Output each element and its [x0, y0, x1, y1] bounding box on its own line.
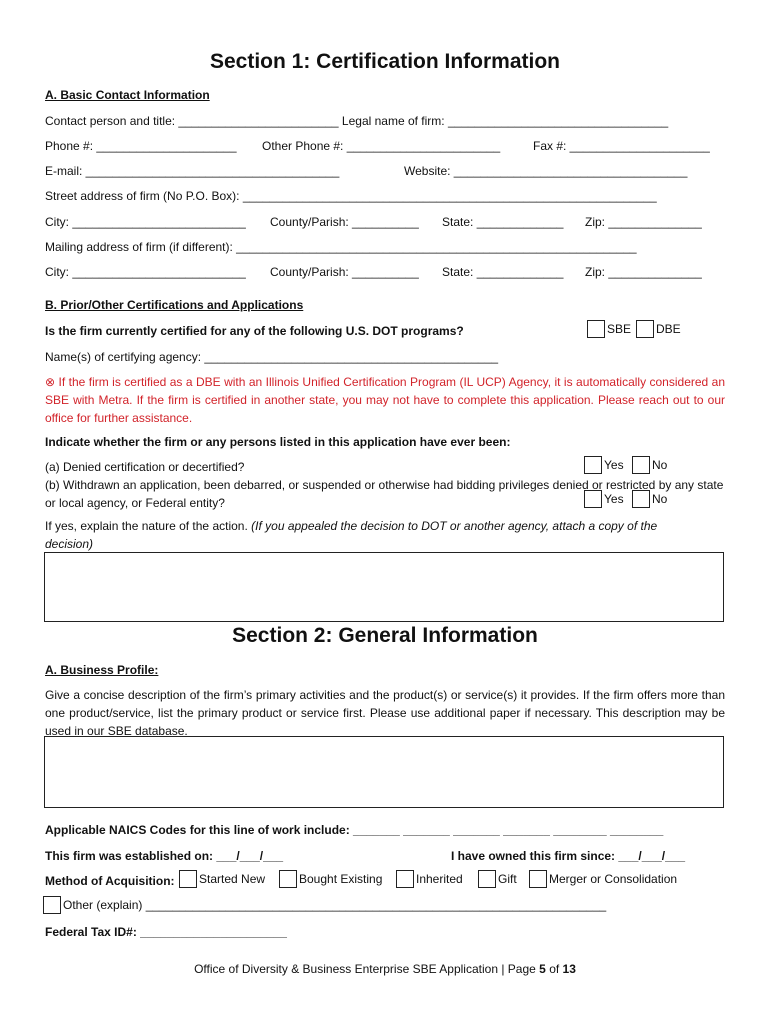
question-a-no — [632, 456, 667, 474]
owned-since-field[interactable]: I have owned this firm since: ___/___/___ — [451, 849, 686, 863]
dot-programs-question: Is the firm currently certified for any of the following U.S. DOT programs? — [45, 324, 464, 338]
footer-text: Office of Diversity & Business Enterprise SBE Application | Page — [194, 962, 536, 976]
phone-field[interactable]: Phone #: _____________________ — [45, 139, 237, 153]
email-field[interactable]: E-mail: ______________________________________ — [45, 164, 340, 178]
merger-checkbox[interactable] — [529, 870, 547, 888]
page-footer — [0, 962, 770, 977]
page-total: 13 — [562, 962, 576, 976]
sbe-checkbox[interactable] — [587, 320, 605, 338]
mailing-city-field[interactable]: City: __________________________ — [45, 265, 246, 279]
naics-codes-field[interactable]: Applicable NAICS Codes for this line of work include: _______ _______ _______ _______ ________ ________ — [45, 823, 664, 837]
dbe-option — [636, 320, 681, 338]
no-label: No — [652, 457, 668, 472]
acquisition-label: Method of Acquisition: — [45, 874, 175, 888]
website-field[interactable]: Website: ___________________________________ — [404, 164, 688, 178]
started-new-checkbox[interactable] — [179, 870, 197, 888]
prior-certifications-heading: B. Prior/Other Certifications and Applications — [45, 298, 304, 312]
street-address-field[interactable]: Street address of firm (No P.O. Box): ______________________________________________________________ — [45, 189, 657, 203]
notice-text: If the firm is certified as a DBE with an Illinois Unified Certification Program (IL UCP) Agency, it is automatically considered an SBE with Metra. If the firm is certified in another state, you may not have to complete this application. Please reach out to our office for further assistance. — [45, 375, 726, 425]
other-phone-field[interactable]: Other Phone #: _______________________ — [262, 139, 501, 153]
zip-field[interactable]: Zip: ______________ — [585, 215, 702, 229]
business-profile-heading: A. Business Profile: — [45, 663, 159, 677]
basic-contact-heading: A. Basic Contact Information — [45, 88, 210, 102]
mailing-state-field[interactable]: State: _____________ — [442, 265, 564, 279]
page-number: 5 — [539, 962, 546, 976]
explain-note: (If you appealed the decision to DOT or another agency, attach a copy of the decision) — [45, 519, 658, 551]
started-new-label: Started New — [199, 871, 266, 886]
no-label: No — [652, 491, 668, 506]
contact-person-field[interactable]: Contact person and title: ________________________ Legal name of firm: _________________________________ — [45, 114, 669, 128]
federal-tax-id-field[interactable]: Federal Tax ID#: ______________________ — [45, 925, 287, 939]
inherited-label: Inherited — [416, 871, 463, 886]
question-a-no-checkbox[interactable] — [632, 456, 650, 474]
question-b-no — [632, 490, 667, 508]
yes-label: Yes — [604, 491, 624, 506]
mailing-zip-field[interactable]: Zip: ______________ — [585, 265, 702, 279]
acquisition-gift — [478, 870, 517, 888]
explain-prefix: If yes, explain the nature of the action. — [45, 519, 248, 533]
other-explain-field[interactable]: Other (explain) _____________________________________________________________________ — [63, 897, 607, 912]
certifying-agency-field[interactable]: Name(s) of certifying agency: ____________________________________________ — [45, 350, 499, 364]
city-field[interactable]: City: __________________________ — [45, 215, 246, 229]
bought-existing-label: Bought Existing — [299, 871, 383, 886]
acquisition-started-new — [179, 870, 265, 888]
gift-label: Gift — [498, 871, 517, 886]
merger-label: Merger or Consolidation — [549, 871, 678, 886]
explain-instructions — [45, 517, 705, 553]
question-a-yes-checkbox[interactable] — [584, 456, 602, 474]
acquisition-merger — [529, 870, 677, 888]
question-a-yes — [584, 456, 624, 474]
yes-label: Yes — [604, 457, 624, 472]
dbe-checkbox[interactable] — [636, 320, 654, 338]
other-checkbox[interactable] — [43, 896, 61, 914]
question-b: (b) Withdrawn an application, been debarred, or suspended or otherwise had bidding privileges denied or restricted by any state or local agency, or Federal entity? — [45, 478, 724, 510]
mailing-county-field[interactable]: County/Parish: __________ — [270, 265, 419, 279]
acquisition-other — [43, 896, 606, 914]
footer-of: of — [549, 962, 560, 976]
established-date-field[interactable]: This firm was established on: ___/___/___ — [45, 849, 284, 863]
dbe-label: DBE — [656, 321, 681, 336]
explanation-textbox[interactable] — [44, 552, 724, 622]
question-b-yes — [584, 490, 624, 508]
section2-title: Section 2: General Information — [232, 624, 538, 647]
inherited-checkbox[interactable] — [396, 870, 414, 888]
business-profile-instructions: Give a concise description of the firm’s primary activities and the product(s) or service(s) it provides. If the firm offers more than one product/service, list the primary product or service first. Please use additional paper if necessary. This description may be used in our SBE database. — [45, 688, 725, 738]
indicate-heading: Indicate whether the firm or any persons listed in this application have ever been: — [45, 435, 511, 449]
section1-title: Section 1: Certification Information — [209, 50, 561, 73]
question-b-yes-checkbox[interactable] — [584, 490, 602, 508]
fax-field[interactable]: Fax #: _____________________ — [533, 139, 710, 153]
acquisition-bought-existing — [279, 870, 382, 888]
gift-checkbox[interactable] — [478, 870, 496, 888]
sbe-label: SBE — [607, 321, 632, 336]
notice-symbol-icon: ⊗ — [45, 375, 56, 389]
question-b-no-checkbox[interactable] — [632, 490, 650, 508]
bought-existing-checkbox[interactable] — [279, 870, 297, 888]
sbe-option — [587, 320, 631, 338]
acquisition-inherited — [396, 870, 463, 888]
question-a: (a) Denied certification or decertified? — [45, 460, 245, 474]
business-description-textbox[interactable] — [44, 736, 724, 808]
county-field[interactable]: County/Parish: __________ — [270, 215, 419, 229]
mailing-address-field[interactable]: Mailing address of firm (if different): ____________________________________________________________ — [45, 240, 637, 254]
state-field[interactable]: State: _____________ — [442, 215, 564, 229]
ilucp-notice — [45, 373, 725, 427]
